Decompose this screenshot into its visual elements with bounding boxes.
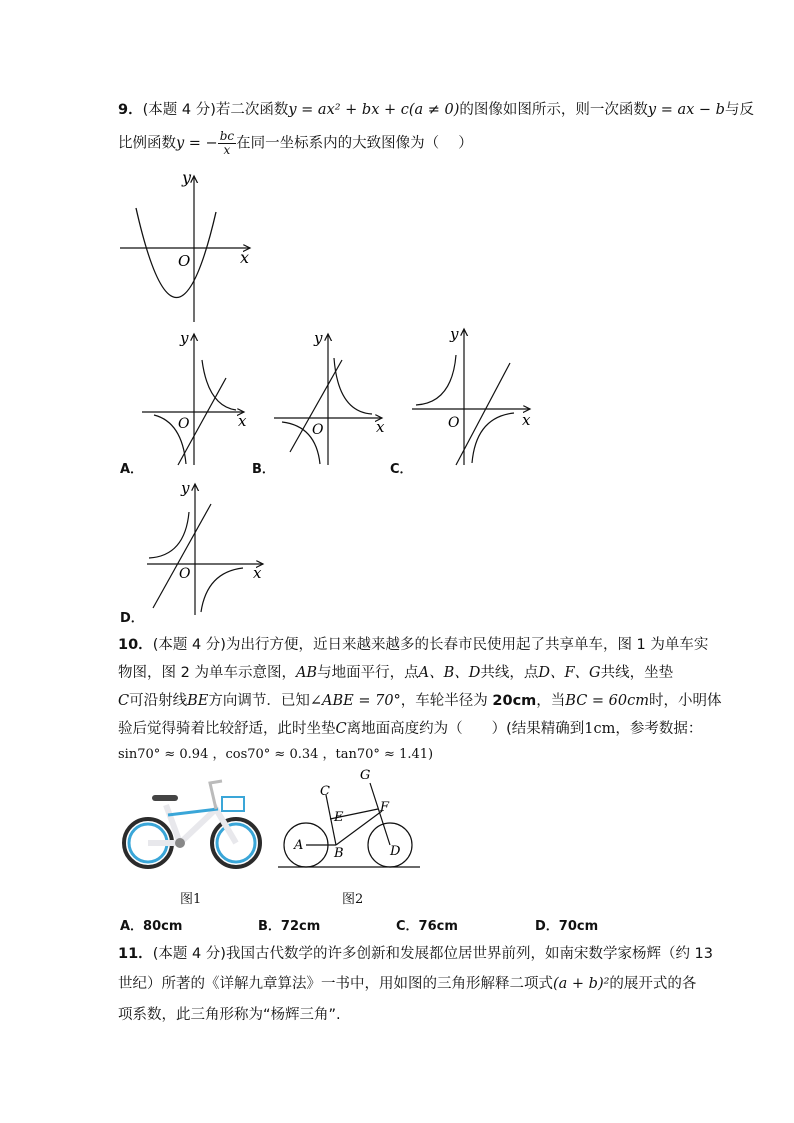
hyperbola-branch-2 <box>472 413 514 463</box>
bike-photo <box>118 775 268 870</box>
q9-score: (本题 4 分) <box>142 102 216 118</box>
option-b-graph <box>272 330 387 465</box>
q10-score: (本题 4 分) <box>152 637 226 653</box>
parabola-graph <box>118 170 258 325</box>
q11-score: (本题 4 分) <box>152 946 226 962</box>
q10-text-1: 为出行方便，近日来越来越多的长春市民使用起了共享单车，图 1 为单车实 <box>225 637 709 653</box>
option-10-d: D．70cm <box>535 919 599 934</box>
q11-text-1: 我国古代数学的许多创新和发展都位居世界前列，如南宋数学家杨辉（约 13 <box>225 946 714 962</box>
y-label: y <box>182 168 192 187</box>
binomial-expression: (a + b)² <box>553 976 610 992</box>
q11-number: 11． <box>118 946 153 962</box>
y-label: y <box>314 329 323 347</box>
inverse-prefix: y = − <box>176 135 218 152</box>
q9-line-2 <box>118 130 473 157</box>
label-d: D <box>390 844 401 859</box>
q9-text-2: 的图像如图所示，则一次函数 <box>459 102 648 118</box>
q10-line-3 <box>118 689 722 710</box>
origin-label: O <box>179 566 191 582</box>
q10-text-4b: C <box>335 721 347 737</box>
q10-line-1 <box>118 633 708 654</box>
fraction-numerator: bc <box>219 129 235 143</box>
x-label: x <box>522 411 531 429</box>
option-d-graph <box>145 480 270 615</box>
q10-text-4c: 离地面高度约为（ ）(结果精确到 <box>346 721 585 737</box>
hyperbola-branch-1 <box>334 358 372 414</box>
y-label: y <box>181 479 190 497</box>
origin-label: O <box>178 416 190 432</box>
option-a-graph <box>140 330 250 465</box>
label-a: A <box>294 838 304 853</box>
fraction-denominator: x <box>223 143 231 157</box>
q10-number: 10． <box>118 637 153 653</box>
origin-label: O <box>448 415 460 431</box>
x-label: x <box>238 412 247 430</box>
q10-text-2e: 共线，点 <box>480 665 539 681</box>
q11-text-2c: 的展开式的各 <box>609 976 697 992</box>
option-10-b: B．72cm <box>258 919 321 934</box>
q10-text-3a: C <box>118 693 130 709</box>
bike-frame <box>148 809 236 843</box>
option-10-a: A．80cm <box>120 919 183 934</box>
q11-line-3: 项系数，此三角形称为“杨辉三角”. <box>118 1007 341 1023</box>
figure-2-caption: 图2 <box>342 892 364 907</box>
crank <box>175 838 185 848</box>
q11-line-1 <box>118 942 713 963</box>
q9-line-1 <box>118 98 754 119</box>
x-label: x <box>253 564 262 582</box>
q10-text-2g: 共线，坐垫 <box>600 665 674 681</box>
x-label: x <box>240 248 250 267</box>
q9-text-3: 与反 <box>724 102 754 118</box>
q9-text-5: 在同一坐标系内的大致图像为（ ） <box>236 135 473 152</box>
q10-text-3i: BC = 60cm <box>565 693 650 709</box>
q10-line-2 <box>118 661 673 682</box>
q10-text-2c: 与地面平行，点 <box>317 665 419 681</box>
y-label: y <box>450 325 459 343</box>
q9-number: 9． <box>118 102 143 118</box>
q10-text-3h: ，当 <box>536 693 566 709</box>
figure-1-caption: 图1 <box>180 892 202 907</box>
q10-line-4 <box>118 717 702 738</box>
q10-text-3j: 时，小明体 <box>649 693 722 709</box>
quad-formula: y = ax² + bx + c(a ≠ 0) <box>288 102 460 118</box>
origin-label: O <box>178 252 191 270</box>
bike-seat <box>152 795 178 801</box>
label-e: E <box>334 810 344 825</box>
inverse-fraction <box>218 130 236 157</box>
q10-text-3c: BE <box>187 693 209 709</box>
x-label: x <box>376 418 385 436</box>
q10-text-3g: 20cm <box>492 693 537 709</box>
hyperbola-branch-1 <box>149 512 189 558</box>
q10-line-5: sin70° ≈ 0.94 ，cos70° ≈ 0.34 ，tan70° ≈ 1.41) <box>118 747 434 762</box>
option-c-label: C． <box>390 462 413 477</box>
q10-text-4e: ，参考数据： <box>615 721 703 737</box>
option-a-label: A． <box>120 462 144 477</box>
q10-text-2f: D、F、G <box>538 665 601 681</box>
option-c-graph <box>410 325 535 465</box>
q10-text-3d: 方向调节．已知 <box>208 693 310 709</box>
q9-text-1: 若二次函数 <box>215 102 289 118</box>
hyperbola-branch-1 <box>202 360 236 410</box>
front-basket <box>222 797 244 811</box>
parabola-curve <box>136 208 216 298</box>
q10-text-2b: AB <box>295 665 318 681</box>
line-graph <box>290 360 342 452</box>
option-10-c: C．76cm <box>396 919 458 934</box>
label-c: C <box>320 784 330 799</box>
q10-text-4d: 1cm <box>584 721 616 737</box>
handlebar <box>210 781 222 809</box>
q10-text-3b: 可沿射线 <box>129 693 188 709</box>
label-b: B <box>334 846 344 861</box>
origin-label: O <box>312 422 324 438</box>
q10-text-2a: 物图，图 2 为单车示意图， <box>118 665 296 681</box>
q10-text-4a: 验后觉得骑着比较舒适，此时坐垫 <box>118 721 336 737</box>
q11-line-2 <box>118 972 696 993</box>
option-d-label: D． <box>120 611 144 626</box>
y-label: y <box>180 329 189 347</box>
hyperbola-branch-2 <box>201 568 243 612</box>
linear-formula: y = ax − b <box>647 102 725 118</box>
q10-text-3f: ，车轮半径为 <box>400 693 493 709</box>
q10-text-3e: ∠ABE = 70° <box>309 693 401 709</box>
bike-schematic <box>278 765 423 875</box>
hyperbola-branch-1 <box>416 355 456 405</box>
option-b-label: B． <box>252 462 275 477</box>
q11-text-2a: 世纪）所著的《详解九章算法》一书中，用如图的三角形解释二项式 <box>118 976 553 992</box>
q9-text-4: 比例函数 <box>118 135 176 152</box>
q10-text-2d: A、B、D <box>418 665 481 681</box>
label-f: F <box>380 800 390 815</box>
label-g: G <box>360 768 371 783</box>
